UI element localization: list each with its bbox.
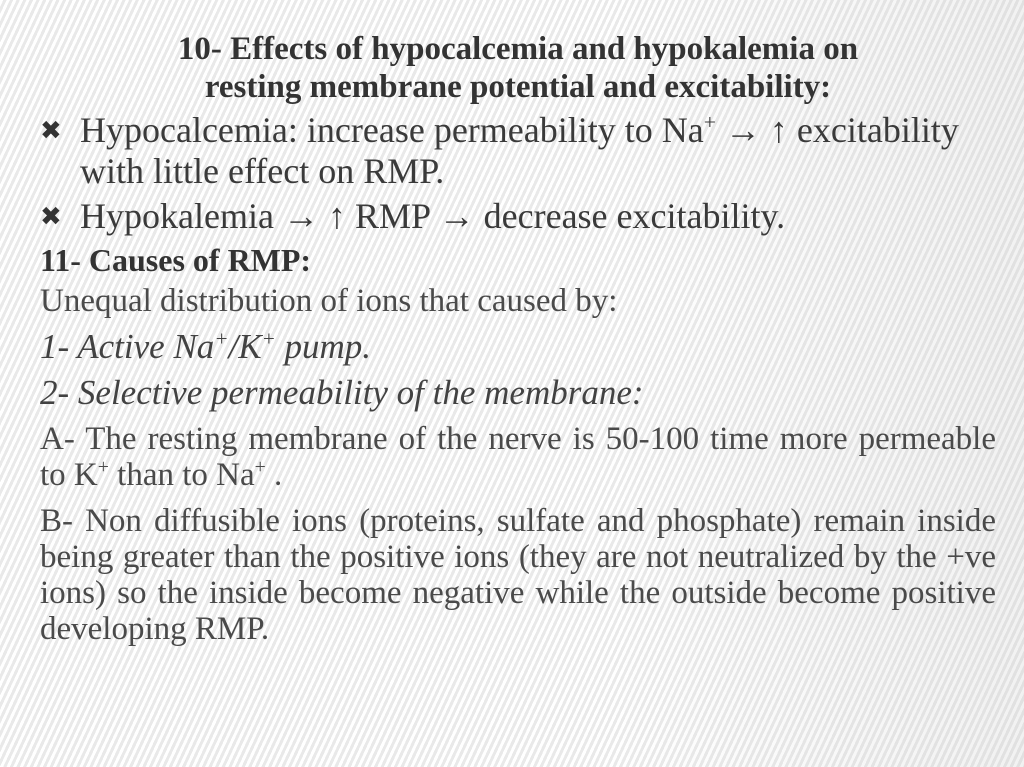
section-10-title-line1: 10- Effects of hypocalcemia and hypokalemia on xyxy=(177,31,859,67)
slide-content xyxy=(40,30,996,647)
cause-item-1-text-c: pump. xyxy=(275,327,372,366)
x-bullet-icon: ✖ xyxy=(40,116,62,145)
point-a xyxy=(40,421,996,493)
bullet-hypocalcemia xyxy=(40,110,996,192)
superscript-plus: + xyxy=(254,456,266,478)
superscript-plus: + xyxy=(261,326,276,351)
section-10-title xyxy=(40,30,996,106)
cause-item-2: 2- Selective permeability of the membrane: xyxy=(40,373,644,412)
section-11-title: 11- Causes of RMP: xyxy=(40,242,312,278)
point-a-text-c: . xyxy=(265,457,283,493)
bullet-hypokalemia xyxy=(40,196,996,237)
x-bullet-icon: ✖ xyxy=(40,202,62,231)
point-a-text-a: A- The resting membrane of the nerve is 50-100 time more permeable to K xyxy=(40,421,996,493)
section-11-intro: Unequal distribution of ions that caused by: xyxy=(40,283,618,319)
point-a-text-b: than to Na xyxy=(108,457,255,493)
section-10-title-line2: resting membrane potential and excitability: xyxy=(204,69,832,105)
bullet-hypocalcemia-text-a: Hypocalcemia: increase permeability to Na xyxy=(80,110,704,150)
bullet-hypokalemia-text: Hypokalemia → ↑ RMP → decrease excitability. xyxy=(80,196,786,236)
point-b: B- Non diffusible ions (proteins, sulfate and phosphate) remain inside being greater than the positive ions (they are not neutralized by the +ve ions) so the inside become negative while the outside become positive developing RMP. xyxy=(40,503,996,647)
superscript-plus: + xyxy=(214,326,229,351)
cause-item-1-text-a: 1- Active Na xyxy=(40,327,215,366)
cause-item-1-text-b: /K xyxy=(228,327,262,366)
superscript-plus: + xyxy=(97,456,109,478)
bullet-hypocalcemia-text-b: → ↑ excitability with little effect on RMP. xyxy=(80,110,959,191)
cause-item-1 xyxy=(40,326,996,366)
superscript-plus: + xyxy=(703,110,716,134)
